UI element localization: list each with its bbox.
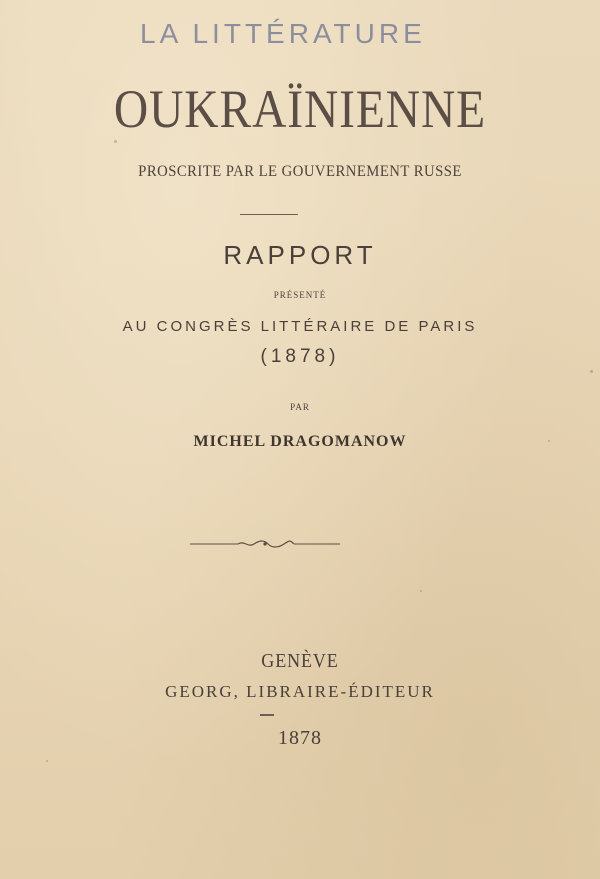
paper-speck (590, 370, 593, 373)
stamp-text: LA LITTÉRATURE (140, 18, 426, 49)
subtitle: PROSCRITE PAR LE GOUVERNEMENT RUSSE (138, 163, 462, 180)
imprint-publisher: GEORG, LIBRAIRE-ÉDITEUR (165, 682, 435, 701)
imprint-city: GENÈVE (261, 650, 339, 672)
paper-speck (114, 140, 117, 143)
par-label: PAR (290, 402, 310, 412)
main-title: OUKRAÏNIENNE (113, 79, 487, 139)
paper-speck (46, 760, 48, 762)
divider-rule (240, 214, 298, 215)
author-name: MICHEL DRAGOMANOW (193, 433, 407, 450)
ornament-divider-icon (190, 536, 340, 552)
paper-speck (420, 590, 422, 592)
imprint-dash (260, 714, 274, 716)
report-heading: RAPPORT (223, 240, 377, 270)
congress-line: AU CONGRÈS LITTÉRAIRE DE PARIS (122, 318, 478, 335)
imprint-year: 1878 (278, 727, 322, 749)
paper-speck (548, 440, 550, 442)
congress-year: (1878) (260, 346, 340, 367)
presented-label: PRÉSENTÉ (273, 290, 327, 300)
